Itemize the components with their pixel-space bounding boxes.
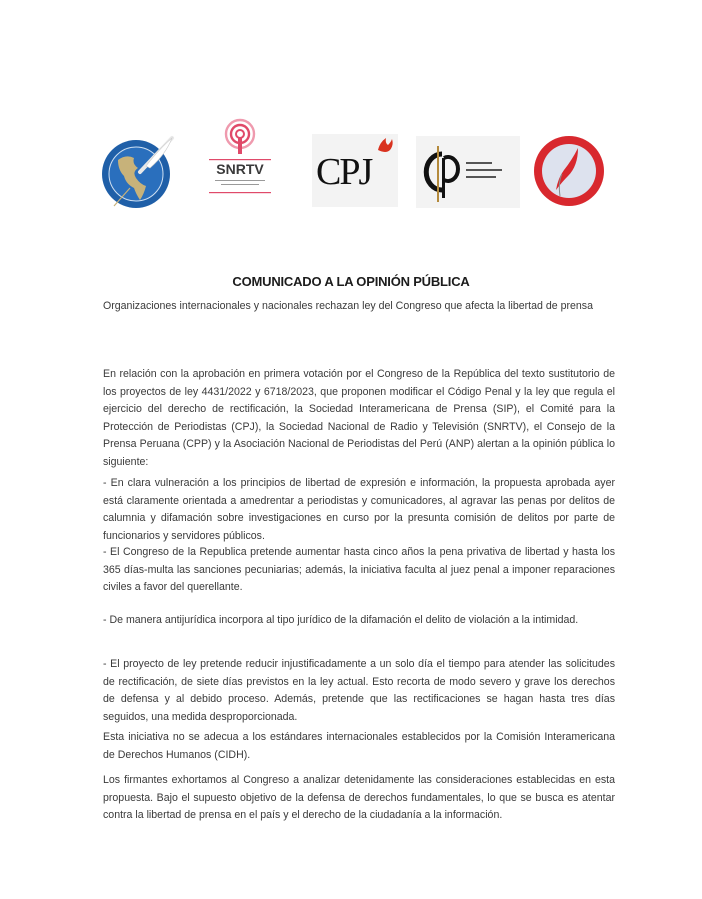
snrtv-logo	[205, 118, 275, 200]
cpj-logo	[312, 134, 398, 207]
intro-paragraph	[103, 366, 615, 472]
cpp-logo	[416, 136, 520, 208]
logo-strip	[0, 0, 702, 230]
document-subtitle	[103, 298, 615, 316]
closing-paragraph	[103, 772, 615, 825]
sip-globe-icon	[100, 132, 178, 210]
bullet-item	[103, 612, 615, 630]
cpp-monogram-icon	[416, 136, 520, 208]
svg-text:CPJ: CPJ	[316, 151, 372, 193]
anp-logo	[532, 134, 606, 208]
sip-logo	[100, 132, 178, 210]
bullet-text: - En clara vulneración a los principios de libertad de expresión e información, la propuesta aprobada ayer está claramente orientada a amedrentar a periodistas y comunicadores, al agravar las penas por delitos de calumnia y difamación sobre investigaciones en curso por la presunta comisión de delitos por parte de funcionarios y servidores públicos.	[103, 477, 615, 542]
subtitle-text: Organizaciones internacionales y nacionales rechazan ley del Congreso que afecta la libertad de prensa	[103, 300, 593, 312]
intro-text: En relación con la aprobación en primera votación por el Congreso de la República del texto sustitutorio de los proyectos de ley 4431/2022 y 6718/2023, que proponen modificar el Código Penal y la ley que regula el ejercicio del derecho de rectificación, la Sociedad Interamericana de Prensa (SIP), el Comité para la Protección de Periodistas (CPJ), la Sociedad Nacional de Radio y Televisión (SNRTV), el Consejo de la Prensa Peruana (CPP) y la Asociación Nacional de Periodistas del Perú (ANP) alertan a la opinión pública lo siguiente:	[103, 368, 615, 468]
bullet-text: - El Congreso de la Republica pretende aumentar hasta cinco años la pena privativa de libertad y hasta los 365 días-multa las sanciones pecuniarias; además, la iniciativa faculta al juez penal a imponer reparaciones civiles a favor del querellante.	[103, 546, 615, 594]
bullet-item	[103, 656, 615, 726]
anp-emblem-icon	[532, 134, 606, 208]
snrtv-antenna-icon	[205, 118, 275, 200]
closing-text: Los firmantes exhortamos al Congreso a analizar detenidamente las consideraciones establecidas en esta propuesta. Bajo el supuesto objetivo de la defensa de derechos fundamentales, lo que se busca es atentar contra la libertad de prensa en el país y el derecho de la ciudadanía a la información.	[103, 774, 615, 822]
bullet-text: - El proyecto de ley pretende reducir injustificadamente a un solo día el tiempo para atender las solicitudes de rectificación, de siete días previstos en la ley actual. Esto recorta de modo severo y grave los derechos de defensa y al debido proceso. Además, pretende que las rectificaciones se hagan hasta tres días seguidos, una medida desproporcionada.	[103, 658, 615, 723]
cidh-text: Esta iniciativa no se adecua a los estándares internacionales establecidos por la Comisión Interamericana de Derechos Humanos (CIDH).	[103, 731, 615, 761]
snrtv-wordmark: SNRTV	[216, 161, 264, 177]
bullet-text: - De manera antijurídica incorpora al tipo jurídico de la difamación el delito de violación a la intimidad.	[103, 614, 579, 626]
bullet-item	[103, 475, 615, 545]
cpj-wordmark-icon	[312, 134, 398, 207]
document-title: COMUNICADO A LA OPINIÓN PÚBLICA	[232, 274, 470, 289]
cidh-paragraph	[103, 729, 615, 764]
bullet-item	[103, 544, 615, 597]
